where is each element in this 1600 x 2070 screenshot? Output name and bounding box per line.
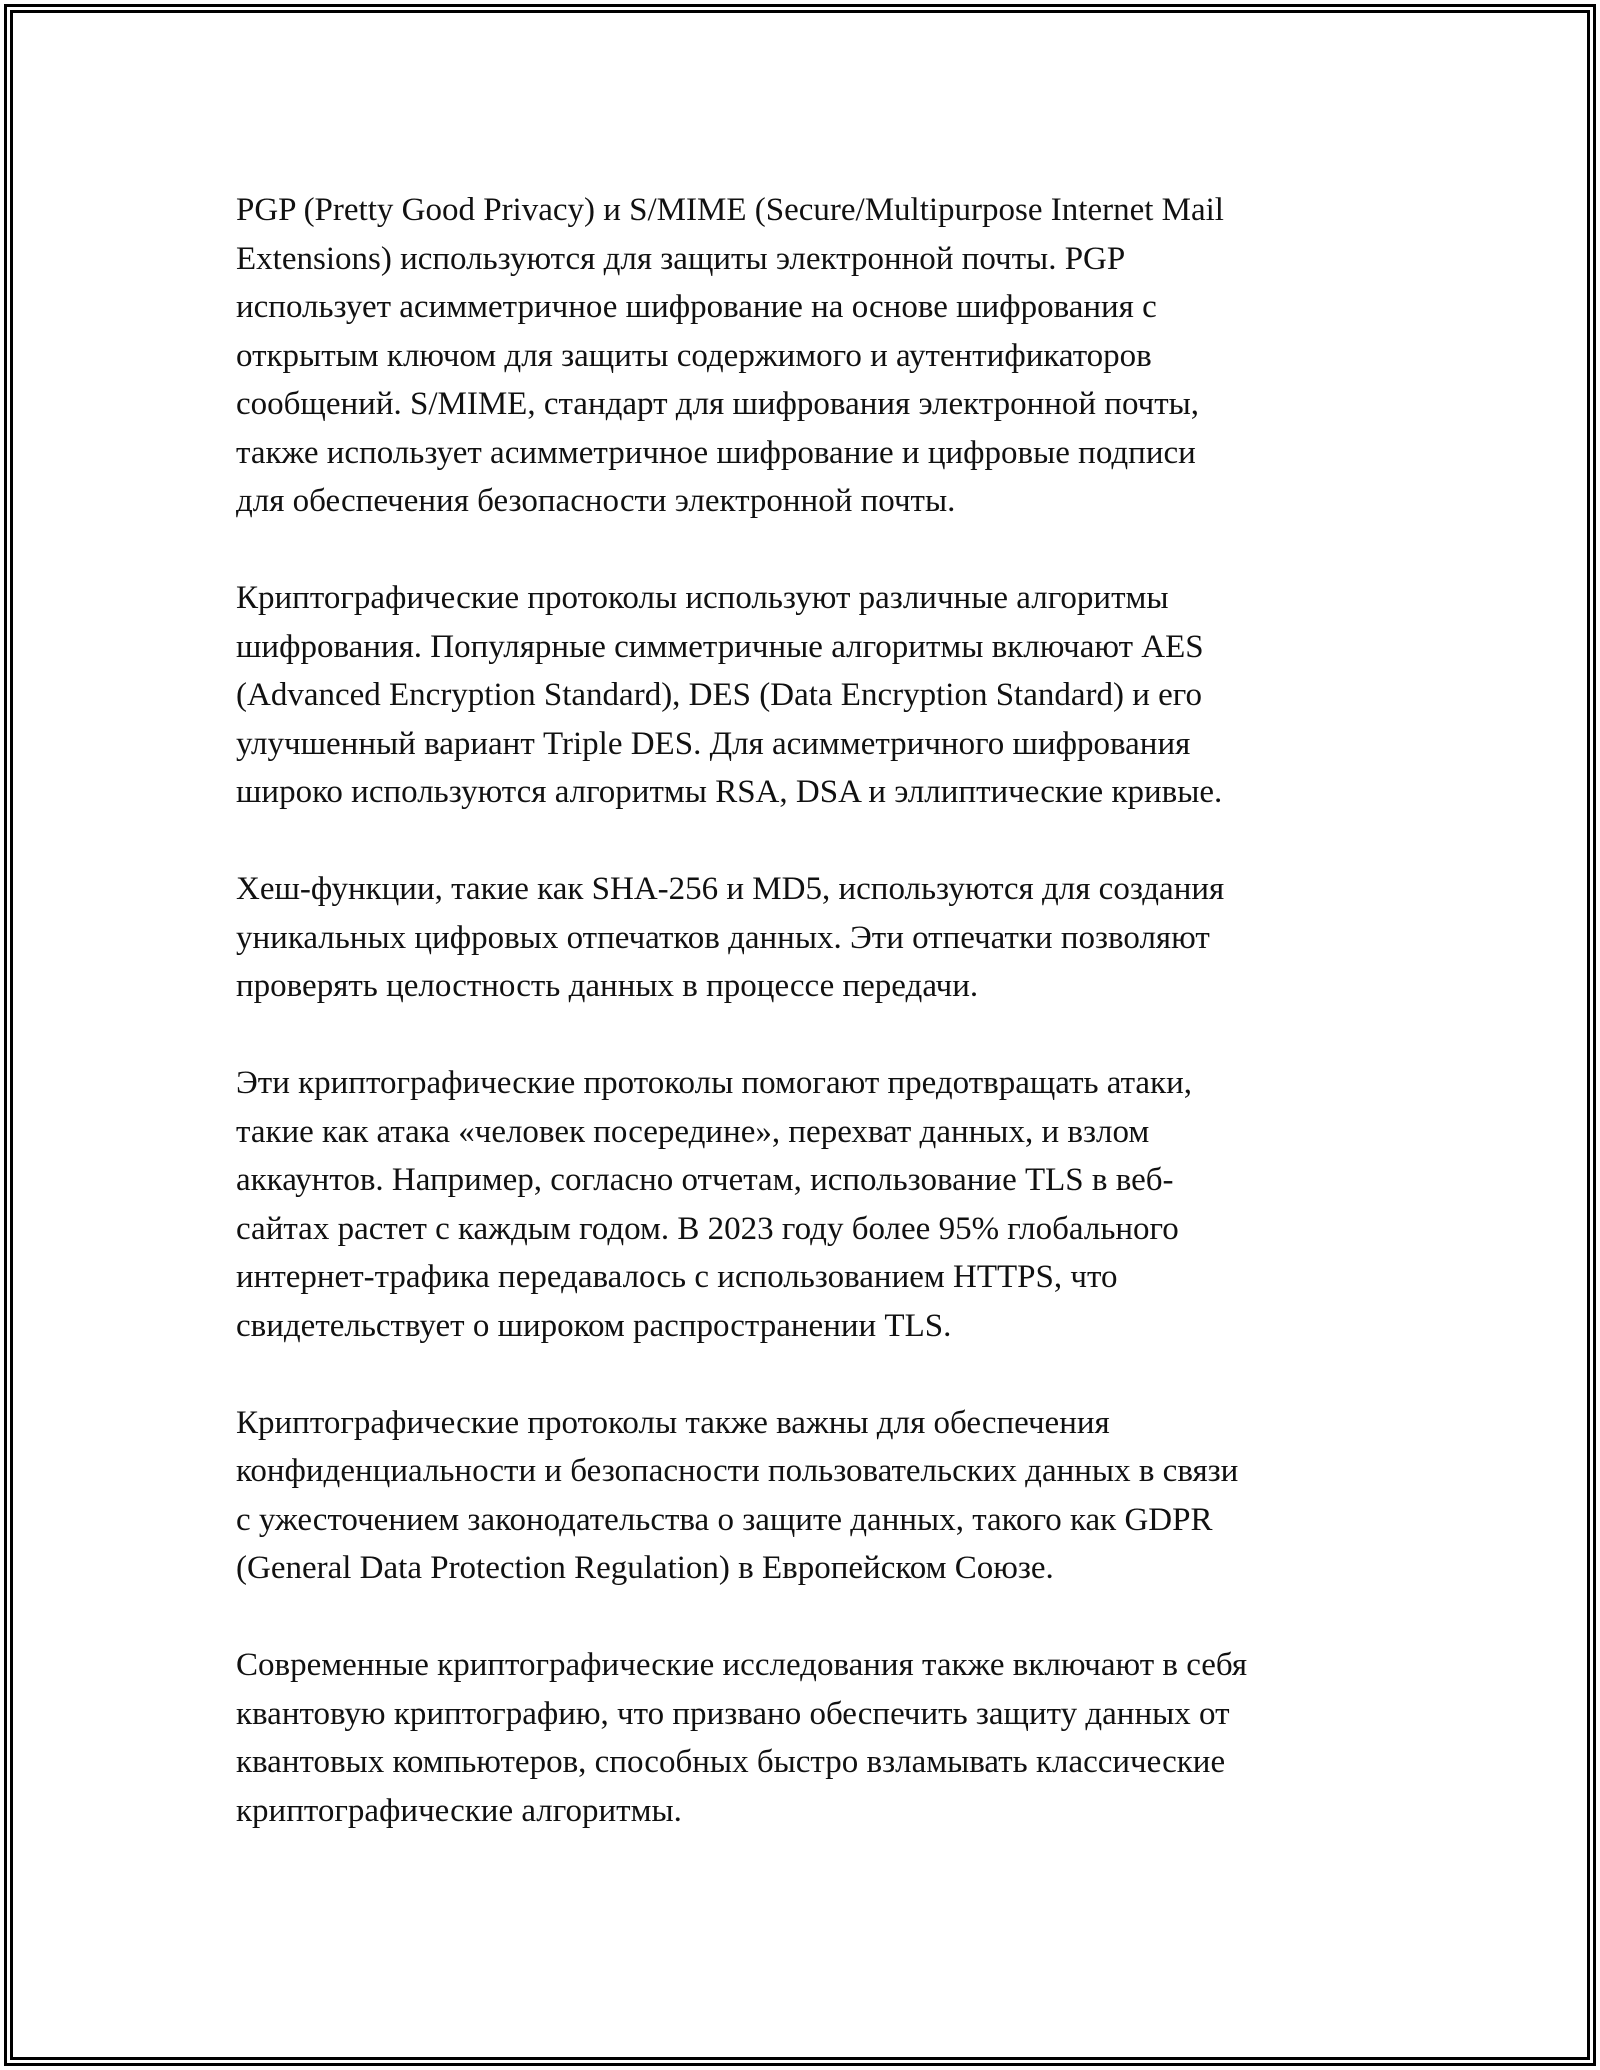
paragraph-data-protection: Криптографические протоколы также важны для обеспечения конфиденциальности и безопасности пользовательских данных в связи с ужесточением законодательства о защите данных, такого как GDPR (General Data Protection Regulation) в Европейском Союзе. xyxy=(236,1404,1239,1586)
paragraph-pgp-smime: PGP (Pretty Good Privacy) и S/MIME (Secure/Multipurpose Internet Mail Extensions) используются для защиты электронной почты. PGP использует асимметричное шифрование на основе шифрования с открытым ключом для защиты содержимого и аутентификаторов сообщений. S/MIME, стандарт для шифрования электронной почты, также использует асимметричное шифрование и цифровые подписи для обеспечения безопасности электронной почты. xyxy=(236,192,1224,519)
paragraph-attack-prevention: Эти криптографические протоколы помогают предотвращать атаки, такие как атака «человек посередине», перехват данных, и взлом аккаунтов. Например, согласно отчетам, использование TLS в веб- сайтах растет с каждым годом. В 2023 году более 95% глобального интернет-трафика передавалось с использованием HTTPS, что свидетельствует о широком распространении TLS. xyxy=(236,1065,1193,1344)
paragraph-encryption-algorithms: Криптографические протоколы используют различные алгоритмы шифрования. Популярные симметричные алгоритмы включают AES (Advanced Encryption Standard), DES (Data Encryption Standard) и его улучшенный вариант Triple DES. Для асимметричного шифрования широко используются алгоритмы RSA, DSA и эллиптические кривые. xyxy=(236,580,1223,810)
document-body xyxy=(236,186,1371,1884)
paragraph-hash-functions: Хеш-функции, такие как SHA-256 и MD5, используются для создания уникальных цифровых отпечатков данных. Эти отпечатки позволяют проверять целостность данных в процессе передачи. xyxy=(236,871,1225,1004)
paragraph-quantum-cryptography: Современные криптографические исследования также включают в себя квантовую криптографию, что призвано обеспечить защиту данных от квантовых компьютеров, способных быстро взламывать классические криптографические алгоритмы. xyxy=(236,1647,1248,1829)
